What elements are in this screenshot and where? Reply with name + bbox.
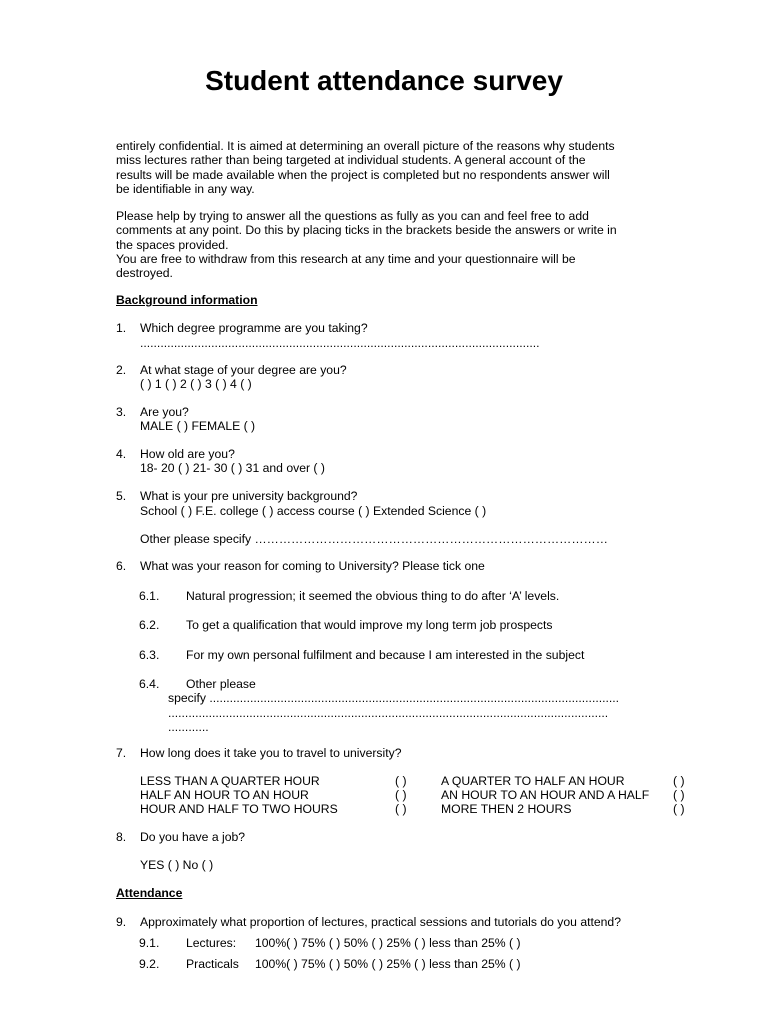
question-number: 9. <box>116 915 127 929</box>
specify-line[interactable]: ............ <box>168 720 209 734</box>
attendance-options-practicals[interactable]: 100%( ) 75% ( ) 50% ( ) 25% ( ) less than 25% ( ) <box>255 957 521 971</box>
section-heading-attendance: Attendance <box>116 886 183 900</box>
instructions-line: the spaces provided. <box>116 237 229 252</box>
travel-option-label: LESS THAN A QUARTER HOUR <box>140 774 320 788</box>
option-6-3[interactable]: For my own personal fulfilment and because I am interested in the subject <box>186 648 585 662</box>
instructions-line: comments at any point. Do this by placing ticks in the brackets beside the answers or write in <box>116 223 617 238</box>
question-4-options[interactable]: 18- 20 ( ) 21- 30 ( ) 31 and over ( ) <box>140 461 325 475</box>
attendance-options-lectures[interactable]: 100%( ) 75% ( ) 50% ( ) 25% ( ) less than 25% ( ) <box>255 936 521 950</box>
question-1-text: Which degree programme are you taking? <box>140 321 368 335</box>
option-6-4[interactable]: Other please <box>186 677 256 691</box>
instructions-line: destroyed. <box>116 266 173 281</box>
question-number: 5. <box>116 489 127 503</box>
intro-line: entirely confidential. It is aimed at determining an overall picture of the reasons why students <box>116 139 615 153</box>
travel-option-label: AN HOUR TO AN HOUR AND A HALF <box>441 788 650 802</box>
question-2-text: At what stage of your degree are you? <box>140 363 347 377</box>
question-2-options[interactable]: ( ) 1 ( ) 2 ( ) 3 ( ) 4 ( ) <box>140 377 252 391</box>
attendance-label: Lectures: <box>186 936 237 950</box>
instructions-line: Please help by trying to answer all the questions as fully as you can and feel free to add <box>116 209 589 223</box>
question-number: 4. <box>116 447 127 461</box>
intro-line: results will be made available when the project is completed but no respondents answer will <box>116 167 610 182</box>
question-number: 8. <box>116 830 127 844</box>
question-number: 2. <box>116 363 127 377</box>
question-9-text: Approximately what proportion of lectures, practical sessions and tutorials do you attend? <box>140 915 621 929</box>
specify-line[interactable]: specify ......................................................................................................................... <box>168 691 620 705</box>
question-3-options[interactable]: MALE ( ) FEMALE ( ) <box>140 419 256 433</box>
question-8-options[interactable]: YES ( ) No ( ) <box>140 858 214 872</box>
specify-line[interactable]: .................................................................................................................................. <box>168 706 609 720</box>
question-4-text: How old are you? <box>140 447 235 461</box>
travel-option-checkbox[interactable]: ( ) <box>673 774 685 788</box>
travel-option-label: HOUR AND HALF TO TWO HOURS <box>140 802 338 816</box>
question-number: 1. <box>116 321 127 335</box>
travel-option-label: A QUARTER TO HALF AN HOUR <box>441 774 625 788</box>
question-number: 6. <box>116 559 127 573</box>
question-5-options[interactable]: School ( ) F.E. college ( ) access course ( ) Extended Science ( ) <box>140 504 487 518</box>
intro-line: miss lectures rather than being targeted at individual students. A general account of the <box>116 153 586 168</box>
intro-line: be identifiable in any way. <box>116 181 255 196</box>
question-number: 3. <box>116 405 127 419</box>
subquestion-number: 6.2. <box>139 618 160 632</box>
intro-paragraph <box>116 139 656 196</box>
question-3-text: Are you? <box>140 405 189 419</box>
question-5-other[interactable]: Other please specify …………………………………………………………………………… <box>140 532 608 546</box>
subquestion-number: 6.1. <box>139 589 160 603</box>
travel-option-checkbox[interactable]: ( ) <box>395 788 407 802</box>
instructions-paragraph <box>116 209 656 280</box>
travel-option-label: MORE THEN 2 HOURS <box>441 802 572 816</box>
section-heading-background: Background information <box>116 293 258 307</box>
question-7-text: How long does it take you to travel to university? <box>140 746 402 760</box>
travel-option-checkbox[interactable]: ( ) <box>673 802 685 816</box>
question-8-text: Do you have a job? <box>140 830 246 844</box>
attendance-label: Practicals <box>186 957 239 971</box>
answer-line-q1[interactable]: ...................................................................................................................... <box>140 336 540 350</box>
subquestion-number: 6.4. <box>139 677 160 691</box>
subquestion-number: 9.2. <box>139 957 160 971</box>
instructions-line: You are free to withdraw from this research at any time and your questionnaire will be <box>116 251 576 266</box>
subquestion-number: 6.3. <box>139 648 160 662</box>
subquestion-number: 9.1. <box>139 936 160 950</box>
question-5-text: What is your pre university background? <box>140 489 358 503</box>
travel-option-checkbox[interactable]: ( ) <box>395 774 407 788</box>
question-6-text: What was your reason for coming to University? Please tick one <box>140 559 485 573</box>
option-6-2[interactable]: To get a qualification that would improve my long term job prospects <box>186 618 553 632</box>
travel-option-label: HALF AN HOUR TO AN HOUR <box>140 788 309 802</box>
question-number: 7. <box>116 746 127 760</box>
travel-option-checkbox[interactable]: ( ) <box>395 802 407 816</box>
travel-option-checkbox[interactable]: ( ) <box>673 788 685 802</box>
option-6-1[interactable]: Natural progression; it seemed the obvious thing to do after ‘A’ levels. <box>186 589 560 603</box>
page-title: Student attendance survey <box>205 65 563 96</box>
